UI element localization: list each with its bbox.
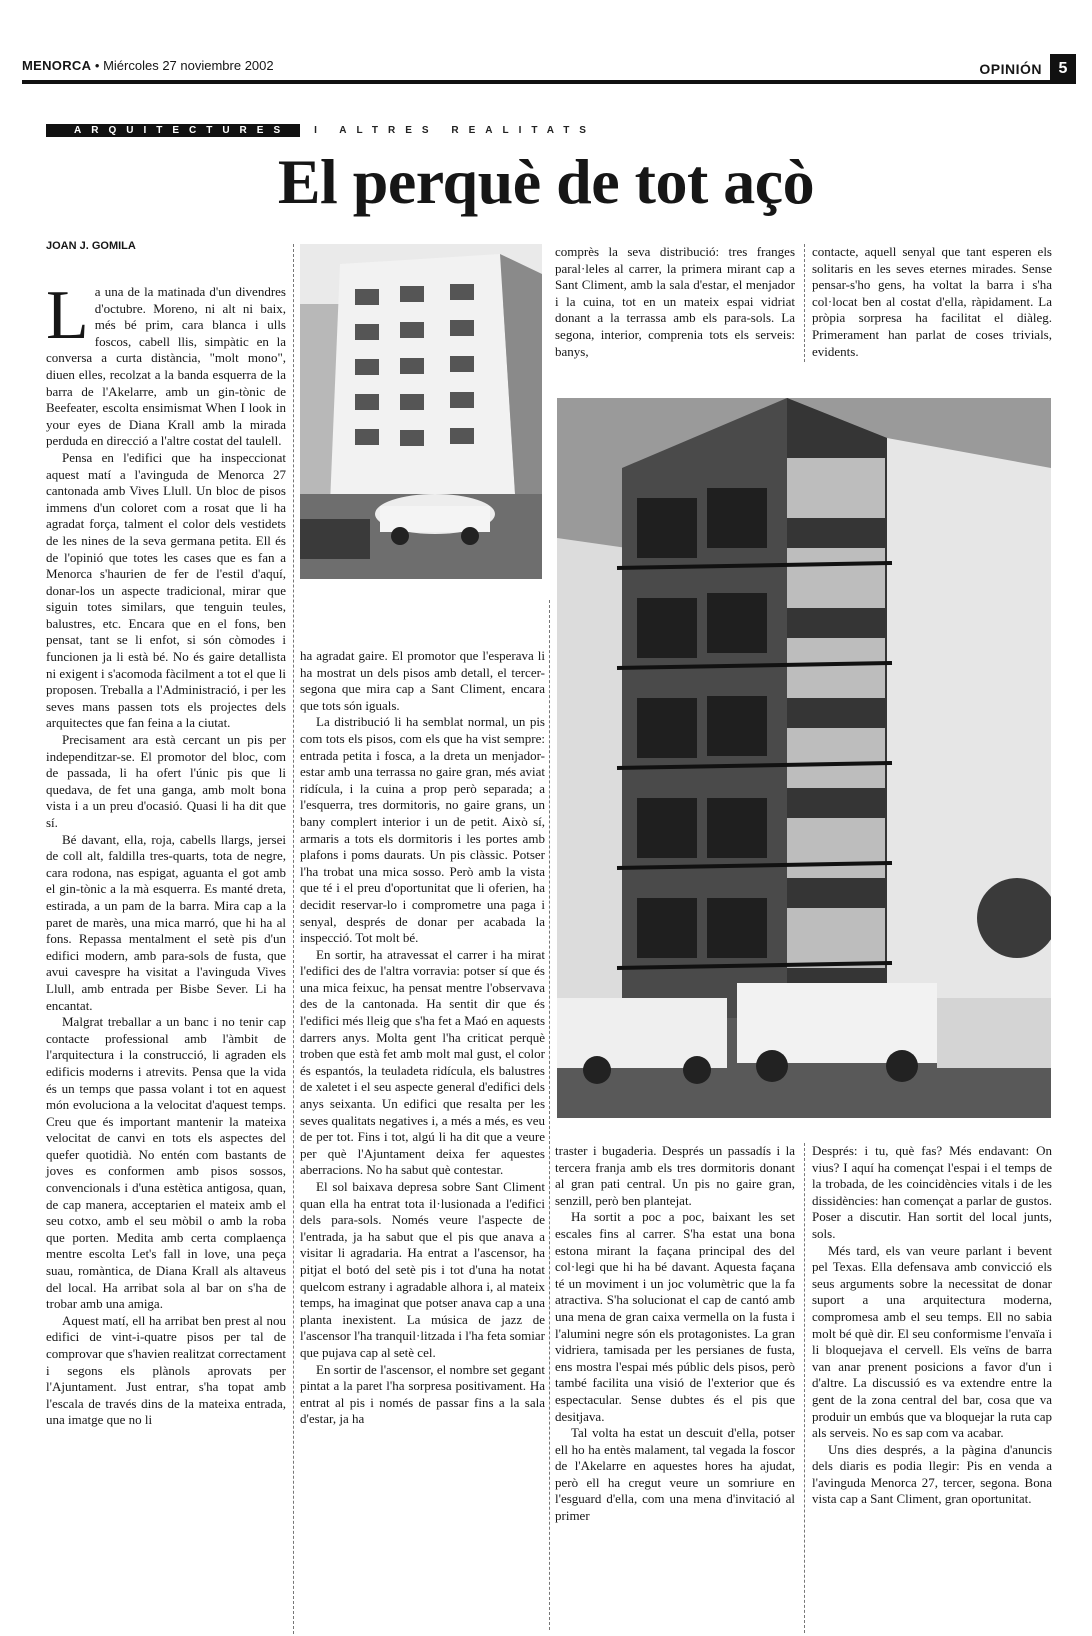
paragraph: Malgrat treballar a un banc i no tenir cap contacte professional amb l'àmbit de l'arquitectura i la construcció, li agraden els edificis moderns i atrevits. Pensa que la vida és un temps que passa volant i tot en aquest món evoluciona a la velocitat d'aquest temps. Creu que és important mantenir la mateixa velocitat de canvi en tots els aspectes del quefer quotidià. No entén com bastants de joves es conformen amb pisos sossos, convencionals i d'una estètica antigosa, quan, de cap manera, acceptarien el mateix amb el seu cotxo, amb el seu mòbil o amb la roba que porten. Medita amb certa complaença mentre escolta Let's fall in love, una peça suau, romàntica, de Diana Krall als altaveus del local. Ha arribat sola al bar on s'ha de trobar amb una amiga. [46,1014,286,1312]
section-name: OPINIÓN [979,61,1042,77]
paragraph: ha agradat gaire. El promotor que l'esperava li ha mostrat un dels pisos amb detall, el tercer-segona que mira cap a Sant Climent, encara que tots són iguals. [300,648,545,713]
article-column-4-bottom [812,1143,1052,1633]
page-number: 5 [1050,54,1076,84]
article-column-2 [300,648,545,1628]
paragraph: L a una de la matinada d'un divendres d'octubre. Moreno, ni alt ni baix, més bé prim, cara blanca i ulls foscos, cabell llis, simpàtic en la conversa a curta distància, "molt mono", diuen elles, recolzat a la banda esquerra de la barra de l'Akelarre, amb un gin-tònic de Beefeater, escolta ensimismat When I look in your eyes de Diana Krall amb la mirada perduda en direcció a l'altre costat del taulell. [46,277,286,449]
column-divider [804,244,805,362]
paragraph: comprès la seva distribució: tres franges paral·leles al carrer, la primera mirant cap a Sant Climent, amb la sala d'estar, el menjador i la cuina, tot en un mateix espai vidriat donant a la terrassa amb els para-sols. La segona, interior, comprenia tots els serveis: banys, [555,244,795,359]
page-header-left [22,58,274,73]
modern-building-photo [557,398,1051,1118]
kicker-secondary: I ALTRES REALITATS [314,125,596,136]
column-divider [549,600,550,1630]
paragraph: contacte, aquell senyal que tant esperen els solitaris en les seves eternes mirades. Sense pensar-s'ho gens, ha voltat la barra i s'ha col·locat ben al costat d'ella, ràpidament. La pròpia sorpresa ha facilitat el diàleg. Primerament han parlat de coses trivials, evidents. [812,244,1052,359]
apartment-block-photo [300,244,542,579]
article-column-4-top [812,244,1052,362]
paragraph: El sol baixava depresa sobre Sant Climent quan ella ha entrat tota il·lusionada a l'edifici dels para-sols. Només veure l'aspecte de l'entrada, ja ha sabut que el pis que anava a visitar li agradaria. Ha entrat a l'ascensor, ha pitjat el botó del setè pis i tot d'una ha notat quelcom estrany i agradable alhora i, al mateix temps, ha imaginat que potser anava cap a una planta inexistent. La música de jazz de l'ascensor l'ha tranquil·litzada i l'ha feta somiar que pujava cap al setè cel. [300,1179,545,1360]
kicker-primary: ARQUITECTURES [46,124,300,137]
drop-cap: L [46,277,89,354]
column-divider [804,1143,805,1633]
publication-name: MENORCA [22,58,92,73]
paragraph: La distribució li ha semblat normal, un pis com tots els pisos, com els que ha vist sempre: entrada petita i fosca, a la dreta un menjador-estar amb una terrassa no gaire gran, més aviat ridícula, i la cuina a prop però separada; a l'esquerra, tres dormitoris, no gaire grans, un bany complert interior i un de petit. Això sí, armaris a tots els dormitoris i les portes amb plafons i poms daurats. Un pis clàssic. Potser l'ha trobat una mica sosso. Però amb la vista que té i el preu d'oportunitat que li oferien, ha decidit reservar-lo i comprometre una paga i senyal, després de donar per acabada la inspecció. Tot molt bé. [300,714,545,946]
column-divider [293,244,294,1634]
article-column-1 [46,277,286,1634]
header-bullet: • [94,58,100,73]
paragraph: Tal volta ha estat un descuit d'ella, potser ell ho ha entès malament, tal vegada la foscor de l'Akelarre en aquestes hores ha ajudat, però ell ha cregut veure un somriure en l'esguard d'ella, com una mena d'invitació al primer [555,1425,795,1524]
article-title: El perquè de tot açò [277,146,815,217]
publication-date: Miércoles 27 noviembre 2002 [103,58,274,73]
paragraph: Bé davant, ella, roja, cabells llargs, jersei de coll alt, faldilla tres-quarts, tota de negre, cara rodona, nas espigat, aguanta el got amb el gin-tònic a la mà esquerra. Es manté dreta, estirada, a un pam de la barra. Mira cap a la paret de marès, una mica marró, que hi ha al fons. Repassa mentalment el setè pis d'un edifici modern, amb para-sols de fusta, que avui cavespre ha visitat a l'avinguda Vives Llull, amb entrada per Bisbe Sever. Li ha encantat. [46,831,286,1013]
paragraph: Aquest matí, ell ha arribat ben prest al nou edifici de vint-i-quatre pisos per tal de comprovar que s'havien realitzat correctament i segons els plànols aprovats per l'Ajuntament. Just entrar, s'ha topat amb l'escala de través dins de la mateixa entrada, una imatge que no li [46,1312,286,1428]
paragraph: En sortir, ha atravessat el carrer i ha mirat l'edifici des de l'altra vorravia: potser sí que és una mica feixuc, ha pensat mentre l'observava des de la cantonada. Ha sentit dir que és l'edifici més lleig que s'ha fet a Maó en aquests darrers anys. Molta gent l'ha criticat perquè troben que està fet amb molt mal gust, el color és espantós, la teuladeta ridícula, els balustres de xaletet i el seu aspecte general d'edifici dels anys seixanta. Un edifici que resalta per les seves qualitats negatives i, a més a més, es veu de per tot. Fins i tot, algú li ha dit que a veure per què l'Ajuntament deixa fer aquestes aberracions. No ha sabut què contestar. [300,946,545,1178]
article-column-3-bottom [555,1143,795,1633]
paragraph: Més tard, els van veure parlant i bevent pel Texas. Ella defensava amb convicció els seus arguments sobre la necessitat de donar suport a una arquitectura moderna, compromesa amb el seu temps. Ell no sabia molt bé què dir. El seu conformisme l'envaïa i li bloquejava el cervell. Els veïns de barra van anar prenent posicions a favor d'un i d'altre. La discussió es va extendre entre la gent de la zona central del bar, cosa que va produir un embús que va bloquejar la ruta cap als serveis. No es sap com va acabar. [812,1242,1052,1441]
header-rule [22,80,1050,84]
paragraph: Pensa en l'edifici que ha inspeccionat aquest matí a l'avinguda de Menorca 27 cantonada amb Vives Llull. Un bloc de pisos immens d'un coloret com a rosat que li ha agradat força, talment el color dels vestidets de les nines de la seva germana petita. Ell és de l'opinió que totes les cases que es fan a Menorca s'haurien de fer de l'estil d'aquí, donar-los un aspecte tradicional, mirar que siguin totes similars, que tenguin teules, balustres, etc. Encara que en el fons, ben pensat, tant se li enfot, si són còmodes i funcionen ja li està bé. No és gaire detallista ni exigent i s'acomoda fàcilment a tot el que li proposen. Treballa a l'Administració, i per les seves mans passen tots els projectes dels arquitectes que fan feina a la ciutat. [46,449,286,731]
article-column-3-top [555,244,795,362]
paragraph: Uns dies després, a la pàgina d'anuncis dels diaris es podia llegir: Pis en venda a l'avinguda Menorca 27, tercer, segona. Bona vista cap a Sant Climent, gran oportunitat. [812,1441,1052,1507]
paragraph: En sortir de l'ascensor, el nombre set gegant pintat a la paret l'ha sorpresa positivament. Ha entrat al pis i només de passar fins a la sala d'estar, ja ha [300,1361,545,1427]
article-byline: JOAN J. GOMILA [46,240,136,252]
article-kicker [46,124,596,137]
paragraph: traster i bugaderia. Després un passadís i la tercera franja amb els tres dormitoris donant al gran pati central. Un pis no gaire gran, senzill, però ben plantejat. [555,1143,795,1208]
paragraph: Ha sortit a poc a poc, baixant les set escales fins al carrer. S'ha estat una bona estona mirant la façana principal des del col·legi que hi ha bé davant. Aquesta façana té un moviment i un joc volumètric que la fa atractiva. S'ha solucionat el cap de cantó amb una mena de gran caixa vermella on la fusta i l'alumini negre són els protagonistes. La gran vidriera, tamisada per les persianes de fusta, ens mostra l'espai més públic dels pisos, però també facilita una visió de l'exterior que és espectacular. Sense dubtes és el pis que desitjava. [555,1209,795,1424]
paragraph: Després: i tu, què fas? Més endavant: On vius? I aquí ha començat l'espai i el temps de la trobada, de les coincidències vitals i de les dissidències: han començat a parlar de gustos. Poser a discutir. Han sortit del local junts, sols. [812,1143,1052,1241]
paragraph: Precisament ara està cercant un pis per independitzar-se. El promotor del bloc, com de passada, li ha ofert l'únic pis que li quedava, de fet una ganga, amb molt bona vista i a un preu d'ocasió. Quasi li ha dit que sí. [46,732,286,830]
